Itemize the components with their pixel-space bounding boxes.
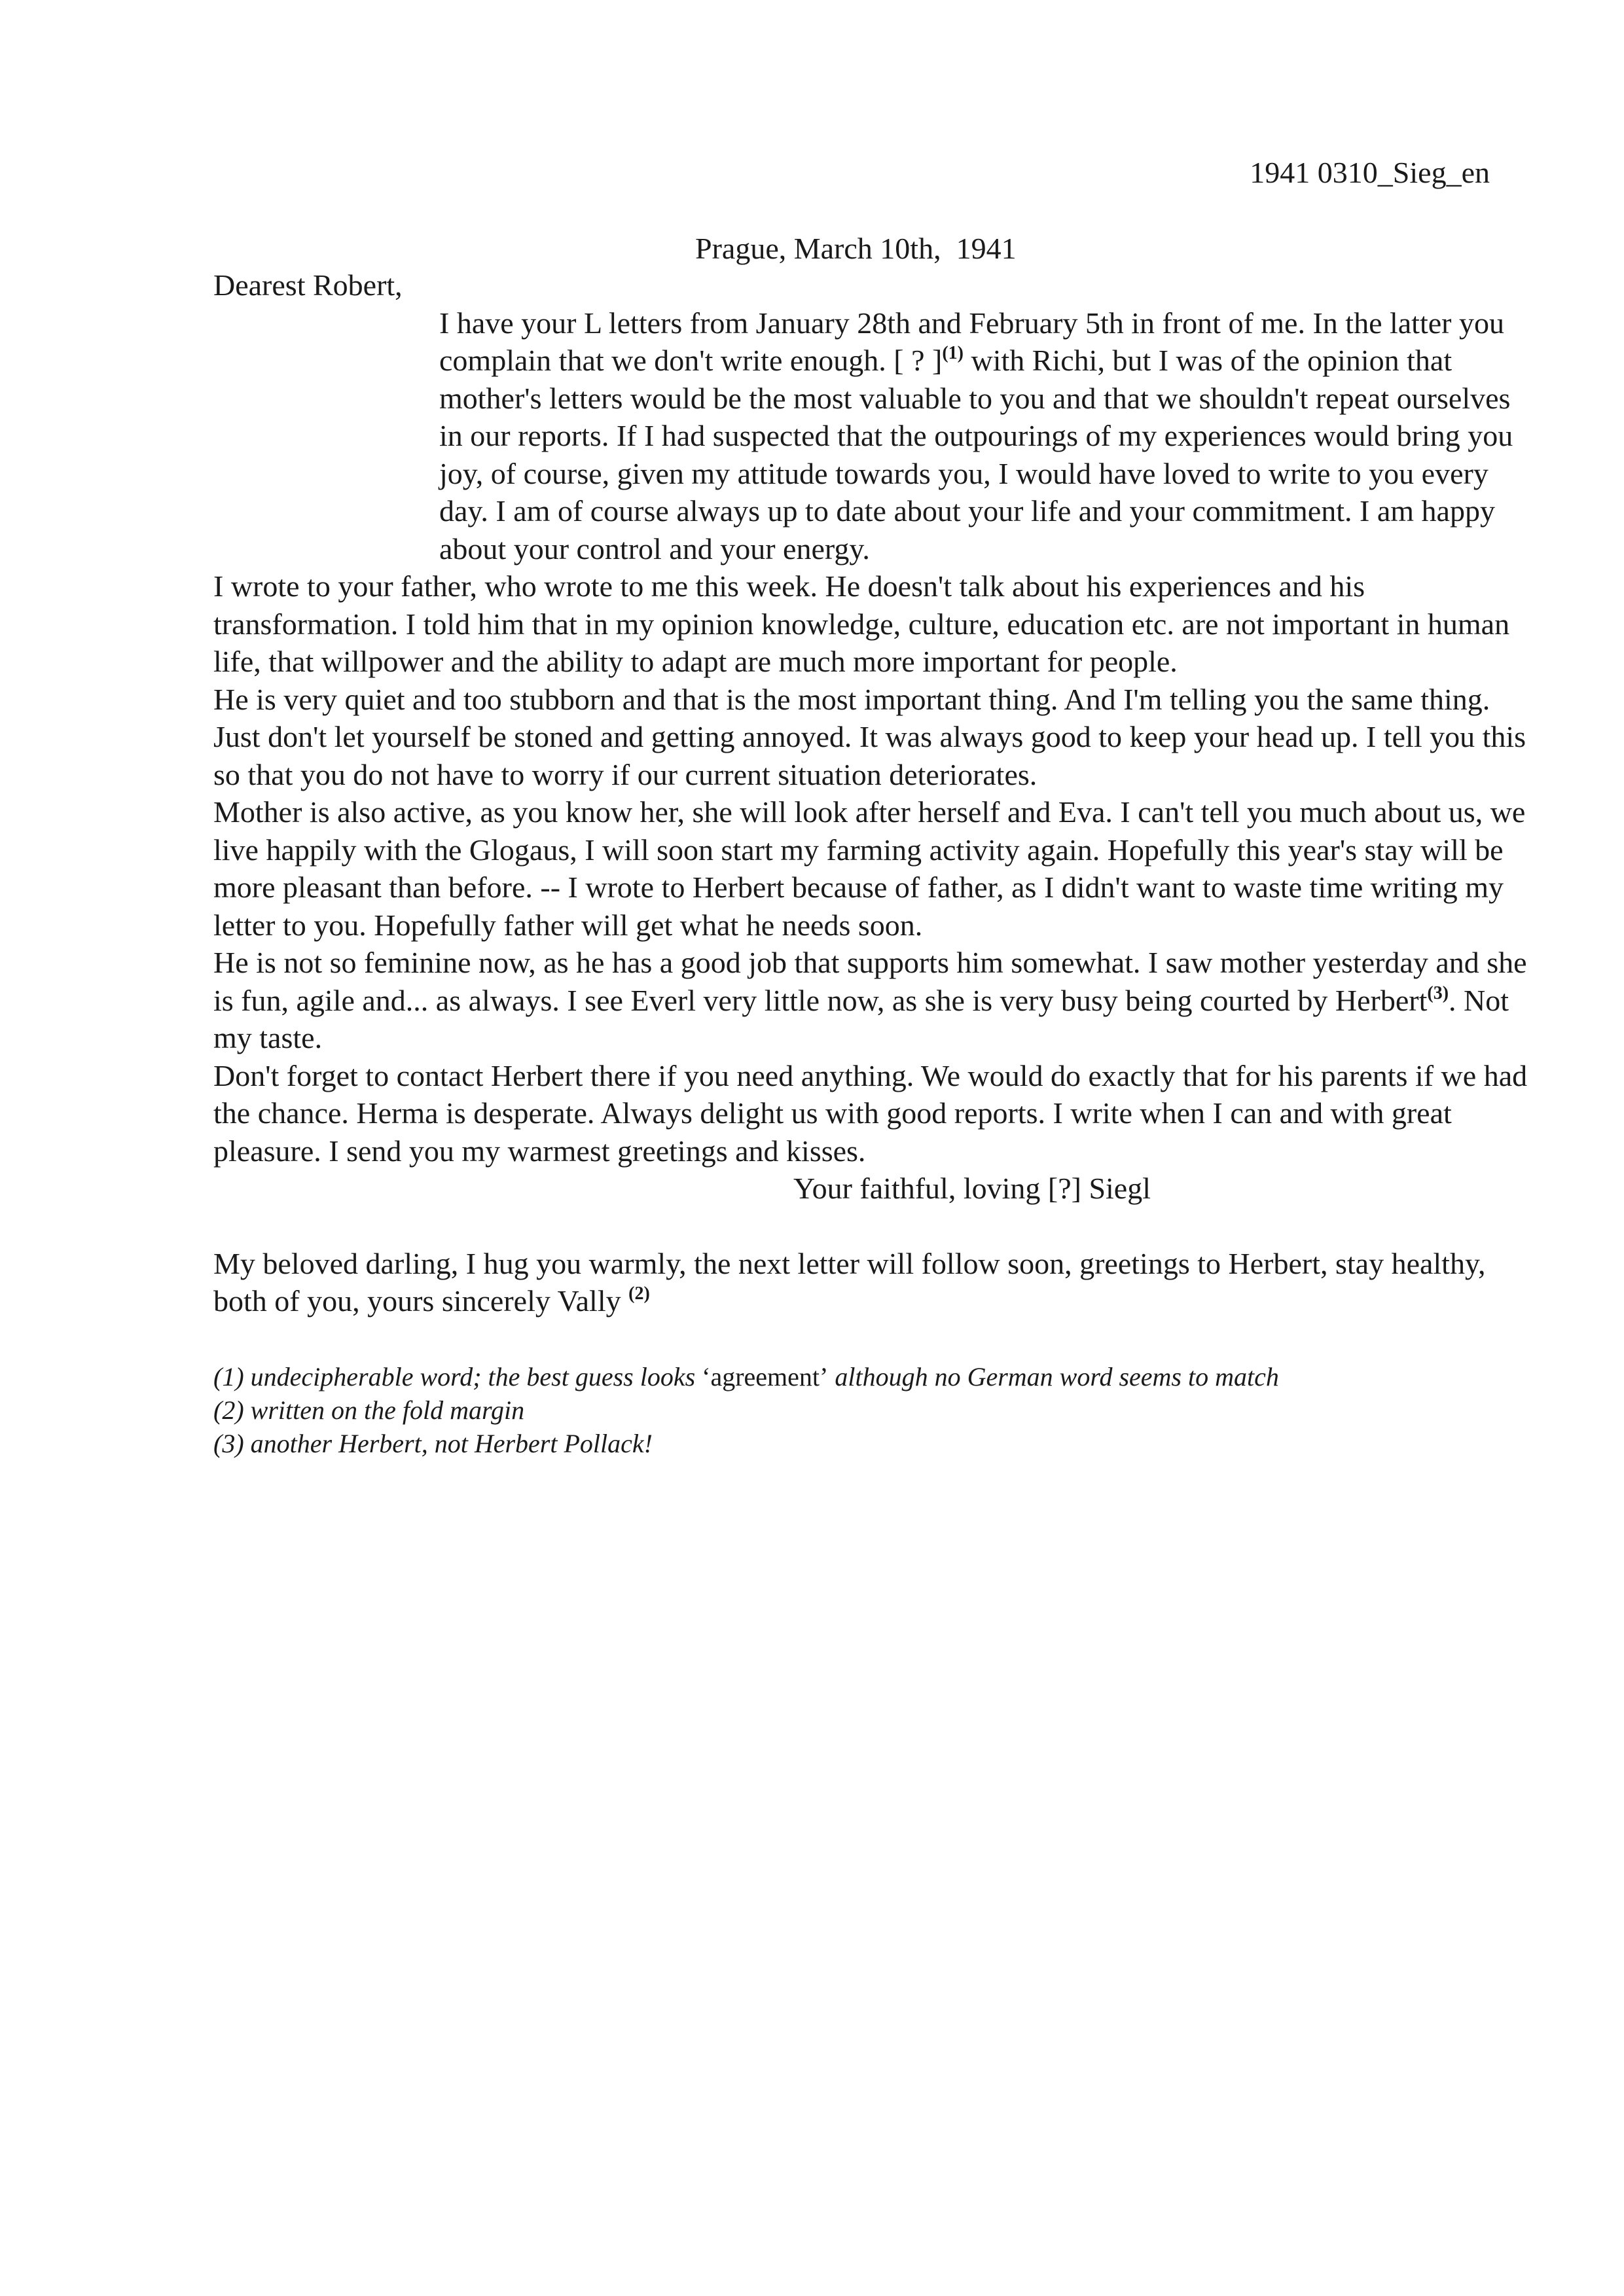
paragraph-2: I wrote to your father, who wrote to me this week. He doesn't talk about his experiences and his transformation. I told him that in my opinion knowledge, culture, education etc. are not important in human life, that willpower and the ability to adapt are much more important for people. — [213, 569, 1510, 678]
footnote-3: (3) another Herbert, not Herbert Pollack! — [213, 1429, 653, 1458]
paragraph-6: Don't forget to contact Herbert there if you need anything. We would do exactly that for his parents if we had the chance. Herma is desperate. Always delight us with good reports. I write when I can and with great pleasure. I send you my warmest greetings and kisses. — [213, 1058, 1528, 1168]
document-id: 1941 0310_Sieg_en — [1250, 156, 1490, 189]
paragraph-5 — [213, 944, 1534, 1057]
footnote-1-text-c: although no German word seems to match — [828, 1362, 1279, 1391]
paragraph-5-text-b: . Not my taste. — [213, 983, 1509, 1054]
paragraph-4: Mother is also active, as you know her, she will look after herself and Eva. I can't tell you much about us, we live happily with the Glogaus, I will soon start my farming activity again. Hopefully this year's stay will be more pleasant than before. -- I wrote to Herbert because of father, as I didn't want to waste time writing my letter to you. Hopefully father will get what he needs soon. — [213, 795, 1526, 942]
paragraph-3: He is very quiet and too stubborn and that is the most important thing. And I'm telling you the same thing. Just don't let yourself be stoned and getting annoyed. It was always good to keep your head up. I tell you this so that you do not have to worry if our current situation deteriorates. — [213, 682, 1526, 791]
postscript — [213, 1245, 1534, 1320]
footnote-2: (2) written on the fold margin — [213, 1395, 525, 1425]
paragraph-1-text-b: with Richi, but I was of the opinion that mother's letters would be the most valuable to you and that we shouldn't repeat ourselves in our reports. If I had suspected that the outpourings of my experiences would bring you joy, of course, given my attitude towards you, I would have loved to write to you every day. I am of course always up to date about your life and your commitment. I am happy about your control and your energy. — [439, 344, 1513, 565]
footnotes — [213, 1360, 1534, 1460]
signature: Your faithful, loving [?] Siegl — [793, 1172, 1151, 1205]
paragraph-1-text-a: I have your L letters from January 28th and February 5th in front of me. In the latter you complain that we don't write enough. [ ? ] — [439, 306, 1504, 377]
salutation: Dearest Robert, — [213, 268, 403, 302]
place-date: Prague, March 10th, 1941 — [695, 232, 1017, 265]
footnote-ref-3: (3) — [1427, 982, 1449, 1003]
footnote-ref-2: (2) — [628, 1283, 650, 1304]
paragraph-5-text-a: He is not so feminine now, as he has a good job that supports him somewhat. I saw mother yesterday and she is fun, agile and... as always. I see Everl very little now, as she is very busy being courted by Herbert — [213, 946, 1527, 1017]
postscript-text: My beloved darling, I hug you warmly, the next letter will follow soon, greetings to Herbert, stay healthy, both of you, yours sincerely Vally — [213, 1246, 1486, 1318]
footnote-1-text-a: (1) undecipherable word; the best guess looks — [213, 1362, 702, 1391]
footnote-1-quoted-word: ‘agreement’ — [702, 1362, 829, 1391]
letter-body — [213, 266, 1534, 1320]
paragraph-1 — [213, 304, 1534, 568]
footnote-ref-1: (1) — [942, 343, 964, 363]
footnote-1 — [213, 1360, 1534, 1393]
